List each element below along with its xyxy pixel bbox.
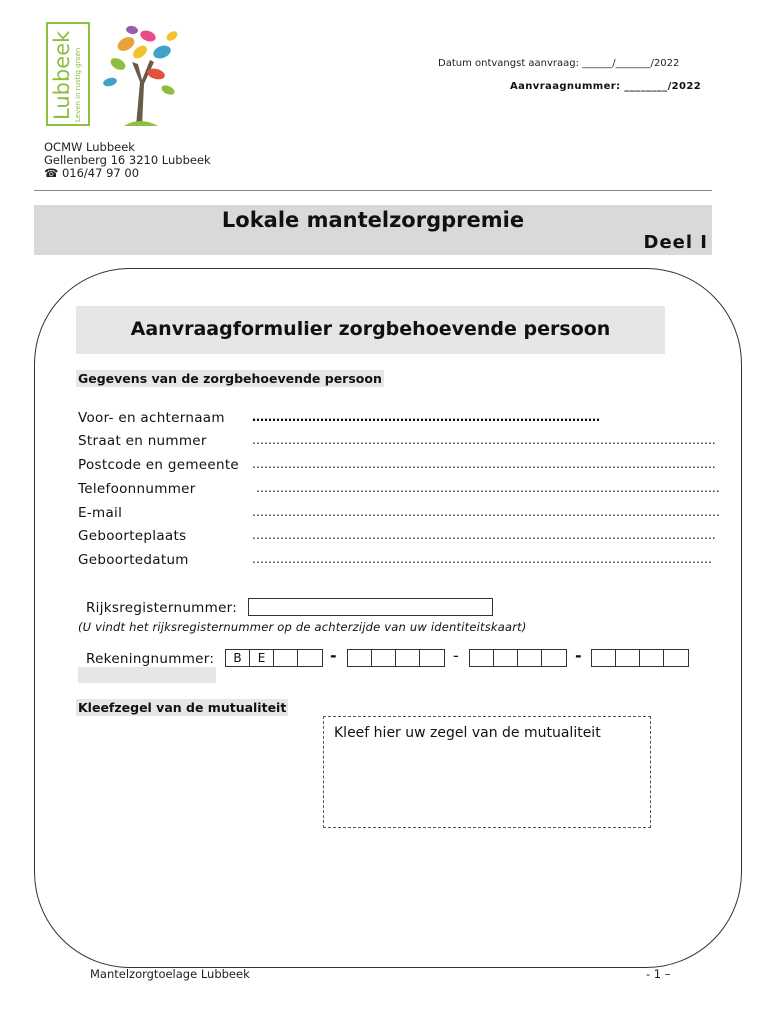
field-line-postcode[interactable]: …………………………………………………………………………………………………….. bbox=[252, 457, 716, 471]
page-title: Lokale mantelzorgpremie bbox=[221, 208, 525, 232]
address-block bbox=[44, 141, 211, 180]
section-person-heading: Gegevens van de zorgbehoevende persoon bbox=[78, 371, 382, 386]
field-line-birthplace[interactable]: …………………………………………………………………………………………………….. bbox=[252, 528, 716, 542]
account-group-2[interactable] bbox=[347, 649, 445, 667]
field-line-email[interactable]: ……………………………………………………………………………………………………… bbox=[252, 505, 720, 519]
account-cell[interactable] bbox=[494, 650, 518, 666]
account-group-1[interactable] bbox=[225, 649, 323, 667]
account-cell[interactable] bbox=[542, 650, 566, 666]
account-label-strip bbox=[78, 667, 216, 683]
account-cell[interactable] bbox=[274, 650, 298, 666]
field-line-birthdate[interactable]: ……………………………………………………………………………………………………. bbox=[252, 552, 712, 566]
title-band bbox=[34, 205, 712, 255]
form-title: Aanvraagformulier zorgbehoevende persoon bbox=[130, 318, 611, 340]
received-date-label: Datum ontvangst aanvraag: ______/_______/2022 bbox=[438, 58, 680, 69]
account-group-4[interactable] bbox=[591, 649, 689, 667]
account-cell[interactable] bbox=[372, 650, 396, 666]
account-cell[interactable] bbox=[616, 650, 640, 666]
account-cell[interactable] bbox=[420, 650, 444, 666]
field-line-phone[interactable]: …………………………………………………………………………………………………….. bbox=[256, 481, 720, 495]
rrn-input-box[interactable] bbox=[248, 598, 493, 616]
field-line-name[interactable]: …………………………………………………………………………… bbox=[252, 410, 600, 424]
account-group-3[interactable] bbox=[469, 649, 567, 667]
account-cell[interactable] bbox=[348, 650, 372, 666]
footer-title: Mantelzorgtoelage Lubbeek bbox=[90, 967, 250, 981]
logo-word: Lubbeek bbox=[50, 30, 74, 120]
sticker-instruction: Kleef hier uw zegel van de mutualiteit bbox=[334, 725, 601, 741]
page-number: - 1 – bbox=[646, 967, 671, 981]
org-phone: ☎ 016/47 97 00 bbox=[44, 166, 140, 180]
section-sticker-heading: Kleefzegel van de mutualiteit bbox=[78, 700, 287, 715]
account-cell[interactable] bbox=[664, 650, 688, 666]
field-label-postcode: Postcode en gemeente bbox=[78, 457, 240, 473]
account-separator: - bbox=[330, 646, 337, 665]
header-divider bbox=[34, 190, 712, 191]
request-number-label: Aanvraagnummer: ________/2022 bbox=[510, 81, 702, 92]
field-line-street[interactable]: …………………………………………………………………………………………………….. bbox=[252, 433, 716, 447]
account-cell[interactable] bbox=[298, 650, 322, 666]
org-name: OCMW Lubbeek bbox=[44, 140, 135, 154]
org-street: Gellenberg 16 3210 Lubbeek bbox=[44, 153, 211, 167]
account-cell[interactable] bbox=[470, 650, 494, 666]
tree-icon bbox=[96, 22, 178, 128]
account-label: Rekeningnummer: bbox=[86, 651, 215, 667]
field-label-birthdate: Geboortedatum bbox=[78, 552, 189, 568]
field-label-birthplace: Geboorteplaats bbox=[78, 528, 187, 544]
lubbeek-logo bbox=[46, 22, 176, 130]
field-label-name: Voor- en achternaam bbox=[78, 410, 225, 426]
account-cell[interactable] bbox=[396, 650, 420, 666]
account-cell[interactable] bbox=[592, 650, 616, 666]
field-label-phone: Telefoonnummer bbox=[78, 481, 196, 497]
part-label: Deel I bbox=[643, 232, 708, 253]
rrn-label: Rijksregisternummer: bbox=[86, 600, 238, 616]
account-separator: - bbox=[575, 646, 582, 665]
account-cell[interactable] bbox=[640, 650, 664, 666]
field-label-email: E-mail bbox=[78, 505, 123, 521]
account-cell: B bbox=[226, 650, 250, 666]
account-separator: - bbox=[453, 646, 459, 665]
form-title-band bbox=[76, 306, 665, 354]
account-cell[interactable] bbox=[518, 650, 542, 666]
rrn-note: (U vindt het rijksregisternummer op de achterzijde van uw identiteitskaart) bbox=[78, 620, 527, 634]
account-cell: E bbox=[250, 650, 274, 666]
logo-tagline: Leven in rustig groen bbox=[74, 47, 82, 122]
sticker-area[interactable] bbox=[323, 716, 651, 828]
field-label-street: Straat en nummer bbox=[78, 433, 207, 449]
